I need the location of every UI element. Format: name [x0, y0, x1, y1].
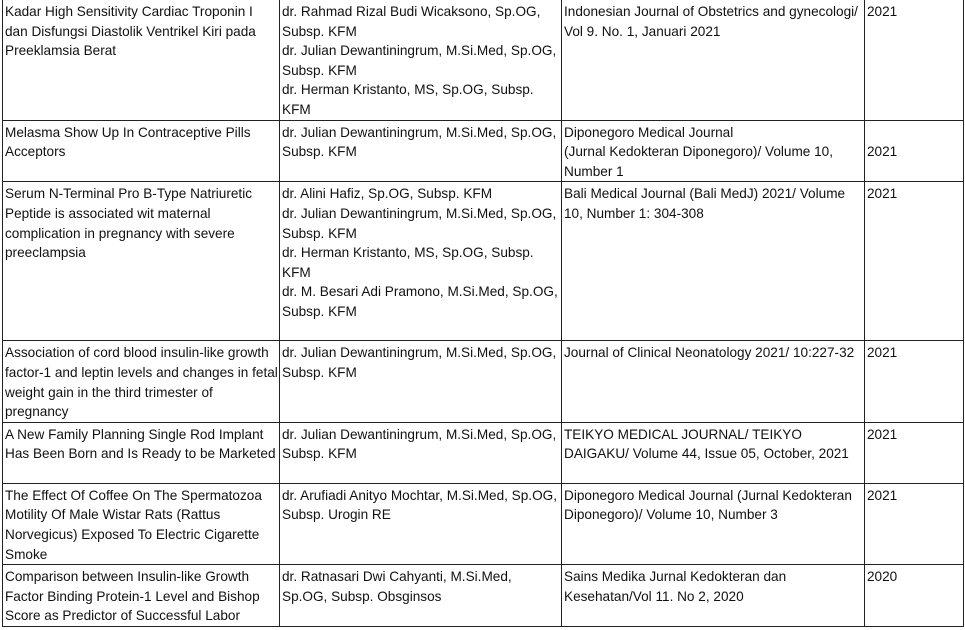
publication-title-cell: Comparison between Insulin-like Growth Factor Binding Protein-1 Level and Bishop Score as Predictor of Successful Labor — [3, 565, 280, 627]
table-row — [3, 565, 964, 627]
publication-title-cell: The Effect Of Coffee On The Spermatozoa Motility Of Male Wistar Rats (Rattus Norvegicus) Exposed To Electric Cigarette Smoke — [3, 483, 280, 564]
publication-year-cell: 2021 — [865, 0, 964, 120]
publication-journal-cell: Bali Medical Journal (Bali MedJ) 2021/ Volume 10, Number 1: 304-308 — [562, 182, 865, 341]
publications-table — [2, 0, 964, 627]
publication-year-cell: 2021 — [865, 422, 964, 483]
publication-year-cell: 2021 — [865, 182, 964, 341]
publication-journal-cell: Diponegoro Medical Journal (Jurnal Kedokteran Diponegoro)/ Volume 10, Number 3 — [562, 483, 865, 564]
publication-title-cell: Serum N-Terminal Pro B-Type Natriuretic Peptide is associated wit maternal complication in pregnancy with severe preeclampsia — [3, 182, 280, 341]
publication-authors-cell: dr. Julian Dewantiningrum, M.Si.Med, Sp.OG, Subsp. KFM — [280, 120, 562, 182]
publication-title-cell: Melasma Show Up In Contraceptive Pills Acceptors — [3, 120, 280, 182]
publication-authors-cell: dr. Julian Dewantiningrum, M.Si.Med, Sp.OG, Subsp. KFM — [280, 341, 562, 422]
publication-authors-cell: dr. Alini Hafiz, Sp.OG, Subsp. KFM dr. Julian Dewantiningrum, M.Si.Med, Sp.OG, Subsp. KFM dr. Herman Kristanto, MS, Sp.OG, Subsp. KFM dr. M. Besari Adi Pramono, M.Si.Med, Sp.OG, Subsp. KFM — [280, 182, 562, 341]
publication-journal-cell: Diponegoro Medical Journal (Jurnal Kedokteran Diponegoro)/ Volume 10, Number 1 — [562, 120, 865, 182]
publication-authors-cell: dr. Ratnasari Dwi Cahyanti, M.Si.Med, Sp.OG, Subsp. Obsginsos — [280, 565, 562, 627]
publication-title-cell: A New Family Planning Single Rod Implant Has Been Born and Is Ready to be Marketed — [3, 422, 280, 483]
table-row — [3, 341, 964, 422]
publication-year-cell: 2021 — [865, 483, 964, 564]
table-row — [3, 483, 964, 564]
publication-year-cell: 2021 — [865, 120, 964, 182]
table-row — [3, 0, 964, 120]
table-row — [3, 120, 964, 182]
publication-authors-cell: dr. Rahmad Rizal Budi Wicaksono, Sp.OG, Subsp. KFM dr. Julian Dewantiningrum, M.Si.Med, Sp.OG, Subsp. KFM dr. Herman Kristanto, MS, Sp.OG, Subsp. KFM — [280, 0, 562, 120]
publication-journal-cell: Journal of Clinical Neonatology 2021/ 10:227-32 — [562, 341, 865, 422]
publication-journal-cell: Indonesian Journal of Obstetrics and gynecologi/ Vol 9. No. 1, Januari 2021 — [562, 0, 865, 120]
publication-title-cell: Kadar High Sensitivity Cardiac Troponin I dan Disfungsi Diastolik Ventrikel Kiri pada Preeklamsia Berat — [3, 0, 280, 120]
publication-year-cell: 2020 — [865, 565, 964, 627]
table-row — [3, 422, 964, 483]
publication-authors-cell: dr. Arufiadi Anityo Mochtar, M.Si.Med, Sp.OG, Subsp. Urogin RE — [280, 483, 562, 564]
table-row — [3, 182, 964, 341]
publication-title-cell: Association of cord blood insulin-like growth factor-1 and leptin levels and changes in fetal weight gain in the third trimester of pregnancy — [3, 341, 280, 422]
publication-authors-cell: dr. Julian Dewantiningrum, M.Si.Med, Sp.OG, Subsp. KFM — [280, 422, 562, 483]
publication-journal-cell: TEIKYO MEDICAL JOURNAL/ TEIKYO DAIGAKU/ Volume 44, Issue 05, October, 2021 — [562, 422, 865, 483]
publication-journal-cell: Sains Medika Jurnal Kedokteran dan Kesehatan/Vol 11. No 2, 2020 — [562, 565, 865, 627]
publication-year-cell: 2021 — [865, 341, 964, 422]
